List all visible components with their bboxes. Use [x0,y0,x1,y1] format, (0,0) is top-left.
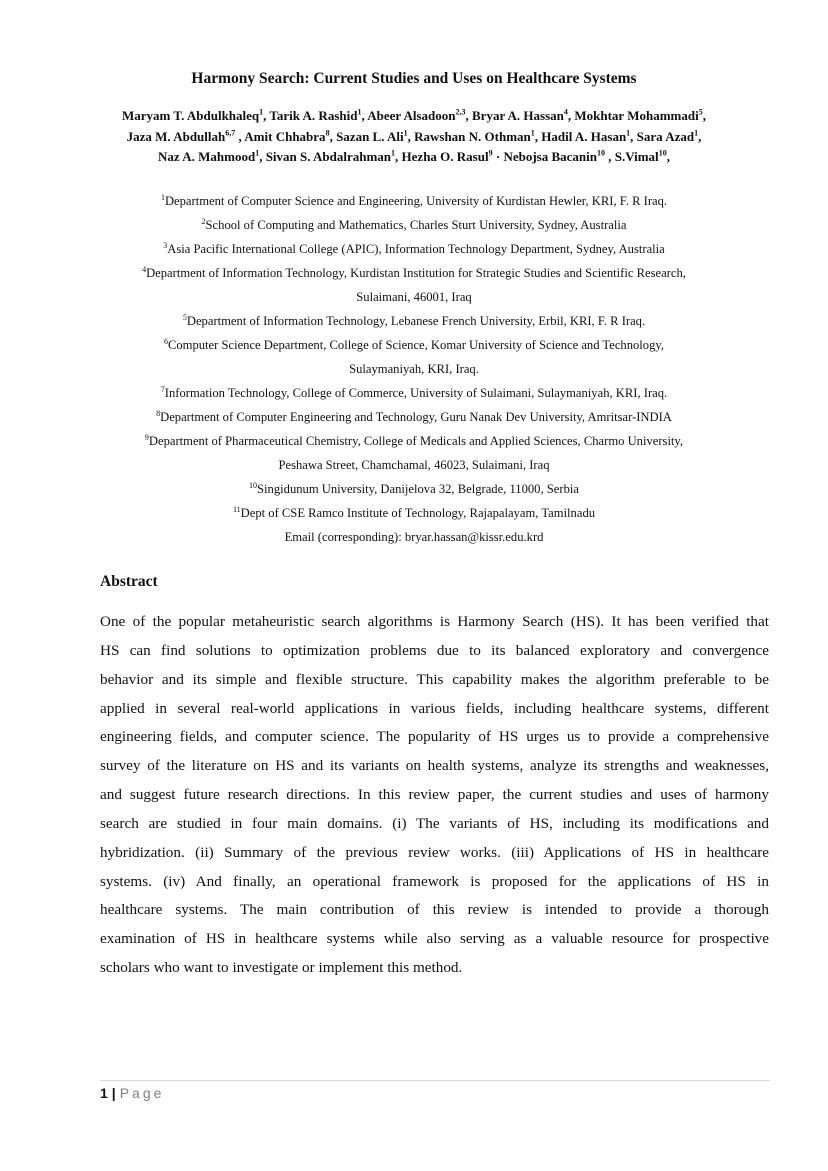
abstract-line: applied in several real-world applications in various fields, including healthcare systems, different [100,699,769,717]
affiliation-marker: 6 [163,336,168,346]
page-footer [100,1084,164,1102]
affiliation-line [90,237,738,261]
author-affiliation-marker: 1 [403,128,408,138]
affiliation-text: School of Computing and Mathematics, Charles Sturt University, Sydney, Australia [205,218,627,232]
affiliation-text: Information Technology, College of Commerce, University of Sulaimani, Sulaymaniyah, KRI, Iraq. [164,386,668,400]
author-separator: , [534,128,542,144]
author-name: Bryar A. Hassan [472,108,564,123]
affiliation-marker: 1 [160,192,165,202]
author-affiliation-marker: 1 [255,148,260,158]
page-word: Page [119,1085,165,1101]
author-separator: , [235,128,245,144]
author-separator: , [630,128,637,144]
author-separator: · [492,149,504,164]
author-affiliation-marker: 1 [626,128,631,138]
author-affiliation-marker: 9 [488,148,493,158]
affiliation-line [90,357,738,381]
abstract-line: survey of the literature on HS and its variants on health systems, analyze its strengths and weaknesses, [100,757,769,775]
affiliation-line [90,381,738,405]
author-affiliation-marker: 1 [357,107,362,117]
author-separator: , [698,128,702,144]
abstract-line: engineering fields, and computer science. The popularity of HS urges us to provide a comprehensive [100,728,769,746]
author-name: S.Vimal [614,149,659,164]
author-affiliation-marker: 1 [530,128,535,138]
author-separator: , [567,108,575,123]
affiliation-line [90,453,738,477]
abstract-line: scholars who want to investigate or implement this method. [100,959,463,977]
abstract-line: examination of HS in healthcare systems while also serving as a valuable resource for prospective [100,930,769,948]
affiliation-marker: 10 [249,480,258,490]
author-list [90,106,738,168]
author-separator: , [407,128,415,144]
author-affiliation-marker: 1 [391,148,396,158]
affiliation-text: Department of Information Technology, Lebanese French University, Erbil, KRI, F. R Iraq. [186,314,646,328]
abstract-line: One of the popular metaheuristic search algorithms is Harmony Search (HS). It has been verified that [100,613,769,630]
abstract-heading: Abstract [100,573,158,590]
author-name: Tarik A. Rashid [269,108,358,123]
abstract-line: search are studied in four main domains. (i) The variants of HS, including its modifications and [100,814,769,832]
affiliation-text: Computer Science Department, College of Science, Komar University of Science and Technology, [167,338,665,352]
affiliation-line [90,405,738,429]
affiliation-line [90,309,738,333]
author-affiliation-marker: 1 [259,107,264,117]
abstract-line: HS can find solutions to optimization problems due to its balanced exploratory and convergence [100,641,769,659]
author-name: Abeer Alsadoon [367,108,456,123]
page-number: 1 [100,1085,108,1101]
author-affiliation-marker: 2,3 [455,107,466,117]
author-separator: , [361,108,368,123]
affiliation-line [90,189,738,213]
author-name: Amit Chhabra [244,128,326,144]
abstract-body [100,608,769,983]
author-name: Sivan S. Abdalrahman [265,149,392,164]
author-name: Rawshan N. Othman [414,128,531,144]
affiliation-text: Asia Pacific International College (APIC), Information Technology Department, Sydney, Australia [167,242,665,256]
author-name: Hadil A. Hasan [541,128,627,144]
affiliation-text: Department of Information Technology, Kurdistan Institution for Strategic Studies and Scientific Research, [146,266,686,280]
affiliation-marker: 7 [160,384,165,394]
affiliation-text: Department of Pharmaceutical Chemistry, College of Medicals and Applied Sciences, Charmo University, [148,434,684,448]
author-name: Sara Azad [636,128,695,144]
author-line [90,147,738,168]
author-separator: , [395,149,402,164]
author-affiliation-marker: 1 [694,128,699,138]
affiliation-marker: 3 [163,240,168,250]
author-name: Hezha O. Rasul [401,149,489,164]
affiliation-marker: 11 [232,504,241,514]
footer-divider [100,1080,770,1081]
author-affiliation-marker: 10 [658,148,667,158]
affiliation-text: Peshawa Street, Chamchamal, 46023, Sulaimani, Iraq [278,458,550,472]
affiliation-marker: 9 [144,432,149,442]
affiliation-text: Singidunum University, Danijelova 32, Belgrade, 11000, Serbia [257,482,579,496]
author-line [90,106,738,127]
affiliation-marker: 5 [182,312,187,322]
author-affiliation-marker: 5 [698,107,703,117]
affiliation-text: Department of Computer Engineering and Technology, Guru Nanak Dev University, Amritsar-INDIA [160,410,672,424]
affiliation-line [90,477,738,501]
affiliation-line [90,525,738,549]
abstract-line: systems. (iv) And finally, an operational framework is proposed for the applications of HS in [100,872,769,890]
affiliation-text: Sulaymaniyah, KRI, Iraq. [349,362,479,376]
affiliation-line [90,333,738,357]
author-name: Sazan L. Ali [336,128,404,144]
author-separator: , [259,149,266,164]
affiliation-text: Sulaimani, 46001, Iraq [356,290,472,304]
footer-separator: | [111,1085,116,1101]
abstract-line: and suggest future research directions. In this review paper, the current studies and uses of harmony [100,786,769,804]
affiliation-marker: 4 [142,264,147,274]
author-affiliation-marker: 6,7 [225,128,236,138]
affiliation-list [90,189,738,549]
author-separator: , [666,149,670,164]
author-separator: , [702,108,706,123]
affiliation-text: Dept of CSE Ramco Institute of Technology, Rajapalayam, Tamilnadu [240,506,596,520]
author-affiliation-marker: 8 [325,128,330,138]
abstract-line: behavior and its simple and flexible structure. This capability makes the algorithm preferable to be [100,670,769,688]
affiliation-marker: 8 [156,408,161,418]
author-separator: , [263,108,270,123]
affiliation-text: Department of Computer Science and Engineering, University of Kurdistan Hewler, KRI, F. R Iraq. [164,194,668,208]
author-name: Nebojsa Bacanin [503,149,597,164]
author-name: Maryam T. Abdulkhaleq [122,108,260,123]
author-separator: , [604,149,615,164]
affiliation-line [90,501,738,525]
affiliation-text: Email (corresponding): bryar.hassan@kissr.edu.krd [284,530,544,544]
author-affiliation-marker: 4 [563,107,568,117]
affiliation-line [90,261,738,285]
author-separator: , [329,128,337,144]
affiliation-marker: 2 [201,216,206,226]
affiliation-line [90,285,738,309]
abstract-line: hybridization. (ii) Summary of the previous review works. (iii) Applications of HS in healthcare [100,843,769,861]
abstract-line: healthcare systems. The main contribution of this review is intended to provide a thorough [100,901,769,919]
author-name: Naz A. Mahmood [158,149,256,164]
affiliation-line [90,429,738,453]
author-name: Jaza M. Abdullah [126,128,226,144]
author-separator: , [465,108,472,123]
paper-title: Harmony Search: Current Studies and Uses on Healthcare Systems [191,70,637,87]
author-line [90,127,738,148]
author-name: Mokhtar Mohammadi [574,108,699,123]
affiliation-line [90,213,738,237]
author-affiliation-marker: 10 [596,148,605,158]
